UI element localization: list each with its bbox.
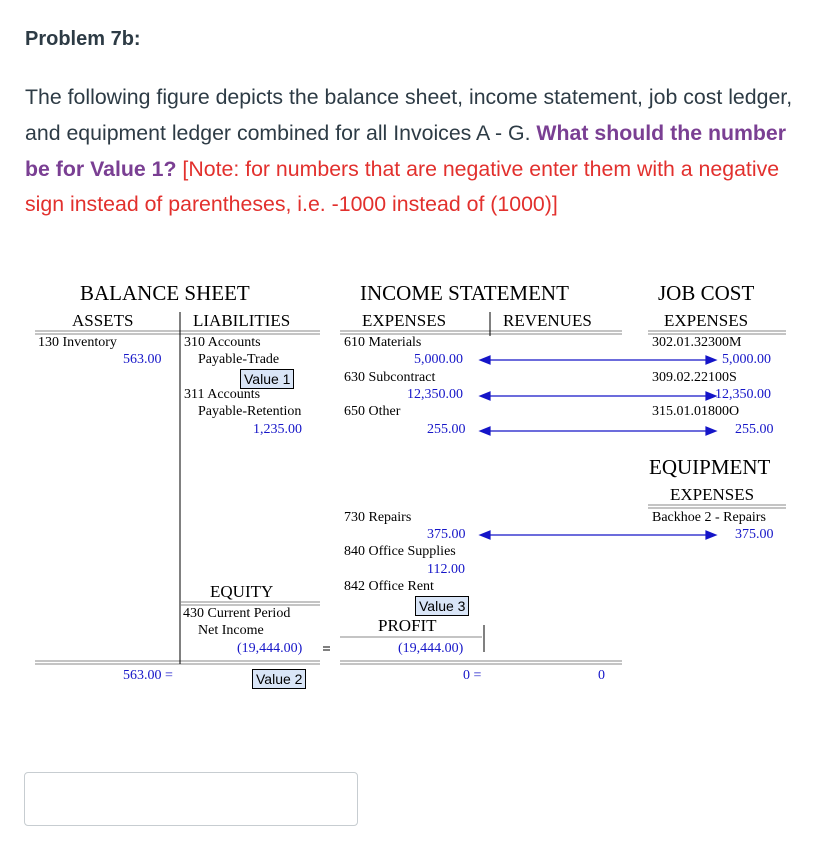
job-cost-value-2: 12,350.00 bbox=[715, 387, 771, 402]
equipment-title: EQUIPMENT bbox=[649, 455, 771, 479]
assets-total: 563.00 = bbox=[123, 668, 173, 683]
answer-input[interactable] bbox=[24, 772, 358, 826]
supplies-label: 840 Office Supplies bbox=[344, 544, 456, 559]
problem-title: Problem 7b: bbox=[25, 28, 141, 50]
assets-header: ASSETS bbox=[72, 311, 134, 330]
materials-value: 5,000.00 bbox=[414, 352, 463, 367]
equipment-item-value: 375.00 bbox=[735, 527, 774, 542]
other-value: 255.00 bbox=[427, 422, 466, 437]
subcontract-label: 630 Subcontract bbox=[344, 370, 436, 385]
inventory-value: 563.00 bbox=[123, 352, 162, 367]
job-cost-code-2: 309.02.22100S bbox=[652, 370, 737, 385]
job-cost-code-3: 315.01.01800O bbox=[652, 404, 740, 419]
ap-trade-label-2: Payable-Trade bbox=[198, 352, 280, 367]
question-ask: What should the number be for Value 1? bbox=[25, 120, 787, 181]
balance-sheet-title: BALANCE SHEET bbox=[80, 281, 250, 305]
income-statement-title: INCOME STATEMENT bbox=[360, 281, 569, 305]
net-income-value: (19,444.00) bbox=[237, 641, 303, 656]
subcontract-value: 12,350.00 bbox=[407, 387, 463, 402]
ap-trade-label-1: 310 Accounts bbox=[184, 335, 261, 350]
job-cost-title: JOB COST bbox=[658, 281, 755, 305]
ap-retention-value: 1,235.00 bbox=[253, 422, 302, 437]
repairs-label: 730 Repairs bbox=[344, 510, 412, 525]
value-3-box: Value 3 bbox=[415, 596, 469, 616]
equipment-item-label: Backhoe 2 - Repairs bbox=[652, 510, 766, 525]
repairs-value: 375.00 bbox=[427, 527, 466, 542]
net-income-label-2: Net Income bbox=[198, 623, 264, 638]
supplies-value: 112.00 bbox=[427, 562, 465, 577]
profit-value: (19,444.00) bbox=[398, 641, 464, 656]
question-intro: The following figure depicts the balance sheet, income statement, job cost ledger, and equipment ledger combined for all Invoices A - G. bbox=[25, 85, 793, 145]
expenses-total: 0 = bbox=[463, 668, 482, 683]
value-2-box: Value 2 bbox=[252, 669, 306, 689]
materials-label: 610 Materials bbox=[344, 335, 422, 350]
job-cost-value-3: 255.00 bbox=[735, 422, 774, 437]
other-label: 650 Other bbox=[344, 404, 401, 419]
equipment-expenses-header: EXPENSES bbox=[670, 485, 755, 504]
revenues-total: 0 bbox=[598, 668, 605, 683]
job-cost-value-1: 5,000.00 bbox=[722, 352, 771, 367]
ap-retention-label-1: 311 Accounts bbox=[184, 387, 261, 402]
net-income-label-1: 430 Current Period bbox=[183, 606, 291, 621]
inventory-label: 130 Inventory bbox=[38, 335, 117, 350]
question-note: [Note: for numbers that are negative enter them with a negative sign instead of parentheses, i.e. -1000 instead of (1000)] bbox=[25, 156, 780, 217]
value-1-box: Value 1 bbox=[240, 369, 294, 389]
liabilities-header: LIABILITIES bbox=[193, 311, 291, 330]
is-revenues-header: REVENUES bbox=[503, 311, 592, 330]
ap-retention-label-2: Payable-Retention bbox=[198, 404, 302, 419]
is-expenses-header: EXPENSES bbox=[362, 311, 447, 330]
profit-label: PROFIT bbox=[378, 616, 437, 635]
job-cost-expenses-header: EXPENSES bbox=[664, 311, 749, 330]
job-cost-code-1: 302.01.32300M bbox=[652, 335, 742, 350]
equity-header: EQUITY bbox=[210, 582, 274, 601]
rent-label: 842 Office Rent bbox=[344, 579, 434, 594]
